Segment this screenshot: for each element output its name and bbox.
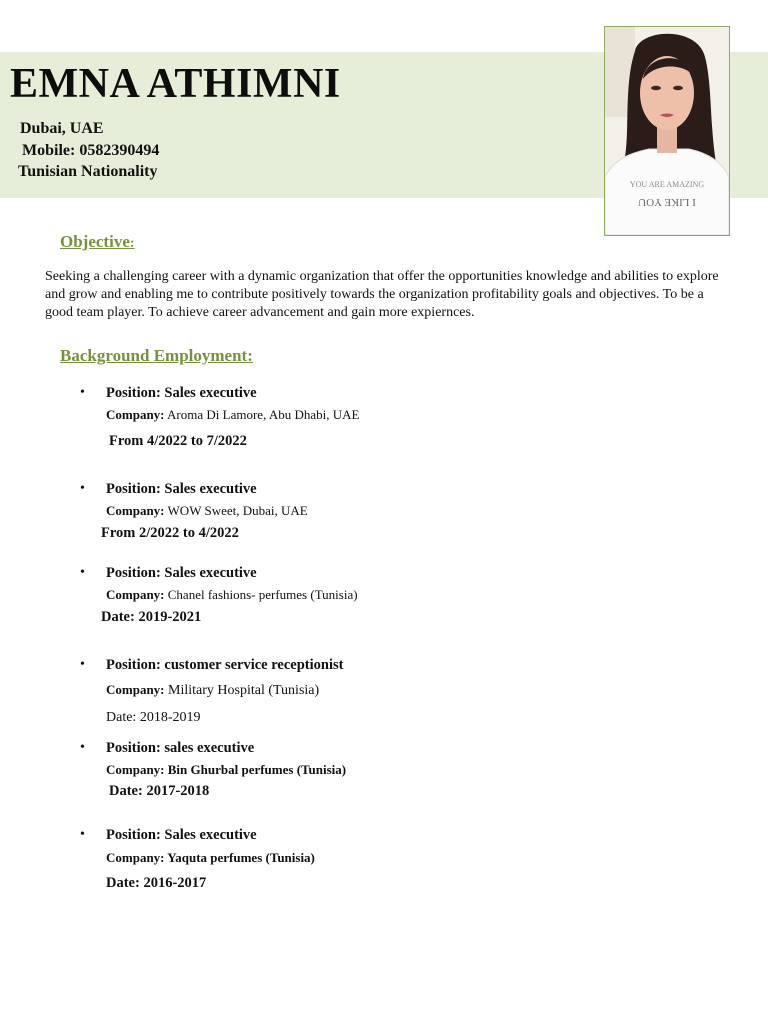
- job-company: Company: WOW Sweet, Dubai, UAE: [106, 503, 308, 518]
- employment-heading: Background Employment:: [60, 346, 253, 365]
- job-company: Company: Military Hospital (Tunisia): [106, 682, 320, 698]
- bullet: •: [80, 827, 85, 842]
- job-dates: Date: 2018-2019: [106, 710, 201, 725]
- bullet: •: [80, 385, 85, 400]
- nationality: Tunisian Nationality: [18, 163, 158, 180]
- job-dates: From 4/2022 to 7/2022: [109, 433, 247, 449]
- job-company: Company: Chanel fashions- perfumes (Tunisia): [106, 587, 358, 602]
- location: Dubai, UAE: [20, 120, 104, 137]
- job-position: Position: Sales executive: [106, 565, 257, 581]
- shirt-text-bottom: I LIKE YOU: [638, 196, 696, 208]
- profile-photo: [604, 26, 730, 236]
- job-position: Position: Sales executive: [106, 827, 257, 843]
- objective-heading: Objective:: [60, 232, 135, 251]
- bullet: •: [80, 565, 85, 580]
- bullet: •: [80, 740, 85, 755]
- bullet: •: [80, 657, 85, 672]
- job-dates: Date: 2016-2017: [106, 875, 207, 891]
- job-position: Position: customer service receptionist: [106, 657, 344, 673]
- job-position: Position: Sales executive: [106, 481, 257, 497]
- job-position: Position: Sales executive: [106, 385, 257, 401]
- job-dates: Date: 2017-2018: [109, 783, 210, 799]
- job-dates: From 2/2022 to 4/2022: [101, 525, 239, 541]
- candidate-name: EMNA ATHIMNI: [10, 61, 341, 107]
- objective-text: Seeking a challenging career with a dynamic organization that offer the opportunities knowledge and abilities to explore and grow and enabling me to contribute positively towards the organization profitability goals and objectives. To be a good team player. To achieve career advancement and gain more expiernces.: [45, 269, 719, 320]
- job-position: Position: sales executive: [106, 740, 255, 756]
- job-company: Company: Yaquta perfumes (Tunisia): [106, 850, 315, 865]
- job-company: Company: Aroma Di Lamore, Abu Dhabi, UAE: [106, 407, 360, 422]
- bullet: •: [80, 481, 85, 496]
- mobile-number: Mobile: 0582390494: [22, 142, 160, 159]
- shirt-text-top: YOU ARE AMAZING: [629, 180, 705, 189]
- job-company: Company: Bin Ghurbal perfumes (Tunisia): [106, 762, 347, 777]
- job-dates: Date: 2019-2021: [101, 609, 202, 625]
